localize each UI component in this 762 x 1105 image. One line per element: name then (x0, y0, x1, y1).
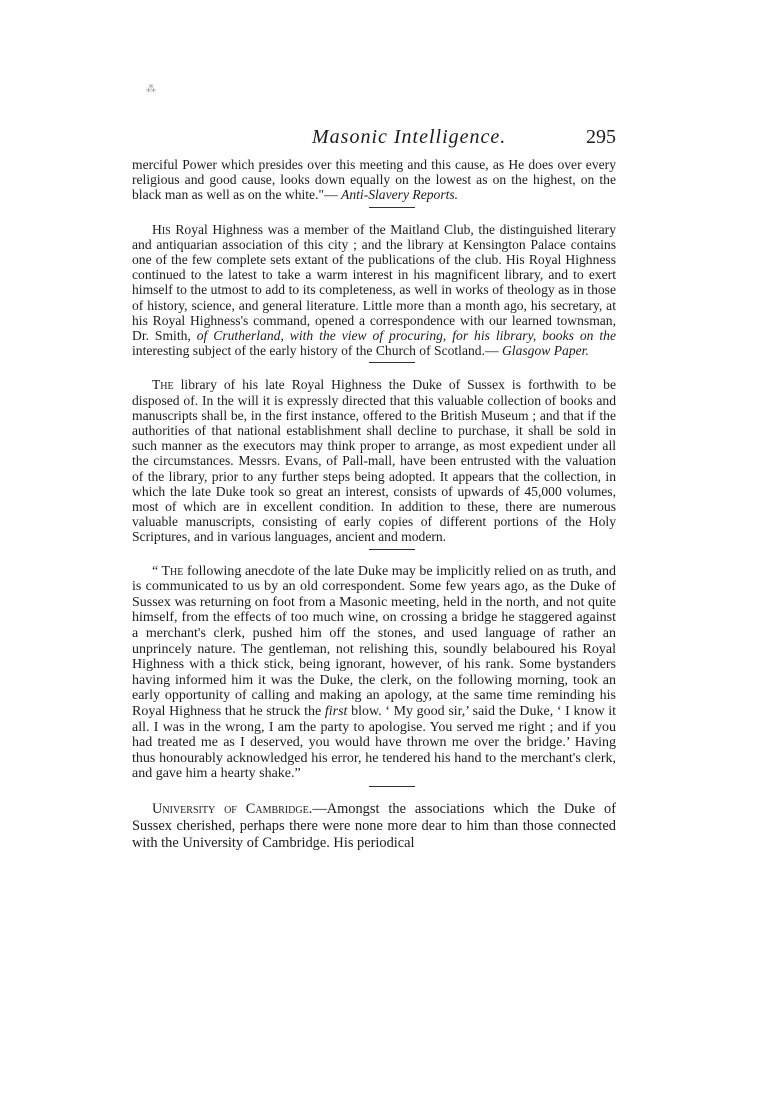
paragraph-text: —Amongst the associations which the Duke of Sussex cherished, perhaps there were none more dear to him than those connected with the University of Cambridge. His periodical (132, 800, 616, 851)
emphasis-word: first (324, 704, 348, 720)
lead-word: His (152, 221, 171, 237)
article-cambridge (132, 801, 616, 851)
section-heading: University of Cambridge. (152, 800, 313, 817)
section-divider (369, 362, 415, 363)
article-maitland-club (132, 222, 616, 359)
source-citation: Anti-Slavery Reports. (341, 187, 459, 203)
section-divider (369, 207, 415, 208)
paragraph-text: Royal Highness was a member of the Maitland Club, the distinguished literary and antiquarian association of this city ; and the library at Kensington Palace contains one of the few complete sets extant of the publications of the club. His Royal Highness continued to the latest to take a warm interest in his magnificent library, and to exert himself to the utmost to add to its completeness, as well in works of theology as in those of history, science, and general literature. Little more than a month ago, his secretary, at his Royal Highness's command, opened a correspondence with our learned townsman, Dr. Smith, (132, 221, 616, 344)
source-citation: Glasgow Paper. (501, 343, 589, 359)
paragraph-text-continued: blow. ‘ My good sir,’ said the Duke, ‘ I know it all. I was in the wrong, I am the party to apologise. You served me right ; and if you had treated me as I deserved, you would have thrown me over the bridge.’ Having thus honourably acknowledged his error, he tendered his hand to the merchant's clerk, and gave him a hearty shake.” (132, 704, 616, 782)
paragraph-text-tail: interesting subject of the early history of the Church of Scotland.— (132, 343, 499, 359)
lead-word: “ The (152, 563, 184, 579)
section-divider (369, 786, 415, 787)
page-body (132, 157, 616, 851)
paragraph-text: merciful Power which presides over this meeting and this cause, as He does over every religious and good cause, looks down equally on the lowest as on the highest, on the black man as well as on the white."— (132, 157, 616, 203)
article-anecdote (132, 564, 616, 782)
paragraph-text: following anecdote of the late Duke may be implicitly relied on as truth, and is communicated to us by an old correspondent. Some few years ago, as the Duke of Sussex was returning on foot from a Masonic meeting, held in the north, and not quite himself, from the effects of too much wine, on crossing a bridge he staggered against a merchant's clerk, pushed him off the stones, and used language of rather an unprincely nature. The gentleman, not relishing this, soundly belaboured his Royal Highness with a thick stick, being ignorant, however, of his rank. Some bystanders having informed him it was the Duke, the clerk, on the following morning, took an early opportunity of calling and making an apology, at the same time reminding his Royal Highness that he struck the (132, 563, 617, 720)
paragraph-text: library of his late Royal Highness the Duke of Sussex is forthwith to be disposed of. In the will it is expressly directed that this valuable collection of books and manuscripts shall be, in the first instance, offered to the British Museum ; and that if the authorities of that national establishment shall decline to purchase, it shall be sold in such manner as the executors may think proper to arrange, as most expedient under all the circumstances. Messrs. Evans, of Pall-mall, have been entrusted with the valuation of the library, prior to any further steps being adopted. It appears that the collection, in which the late Duke took so great an interest, consists of upwards of 45,000 volumes, most of which are in excellent condition. In addition to these, there are numerous valuable manuscripts, consisting of early copies of different portions of the Holy Scriptures, and in various languages, ancient and modern. (132, 377, 616, 545)
lead-word: The (152, 377, 174, 393)
article-library-sale (132, 377, 616, 544)
page-number: 295 (586, 126, 616, 148)
page-header (0, 126, 762, 156)
section-divider (369, 549, 415, 550)
paragraph-italic-text: of Crutherland, with the view of procuring, for his library, books on the (196, 328, 616, 344)
article-anti-slavery (132, 157, 616, 203)
page-mark: ⁂ (146, 84, 157, 95)
running-title: Masonic Intelligence. (312, 126, 507, 148)
